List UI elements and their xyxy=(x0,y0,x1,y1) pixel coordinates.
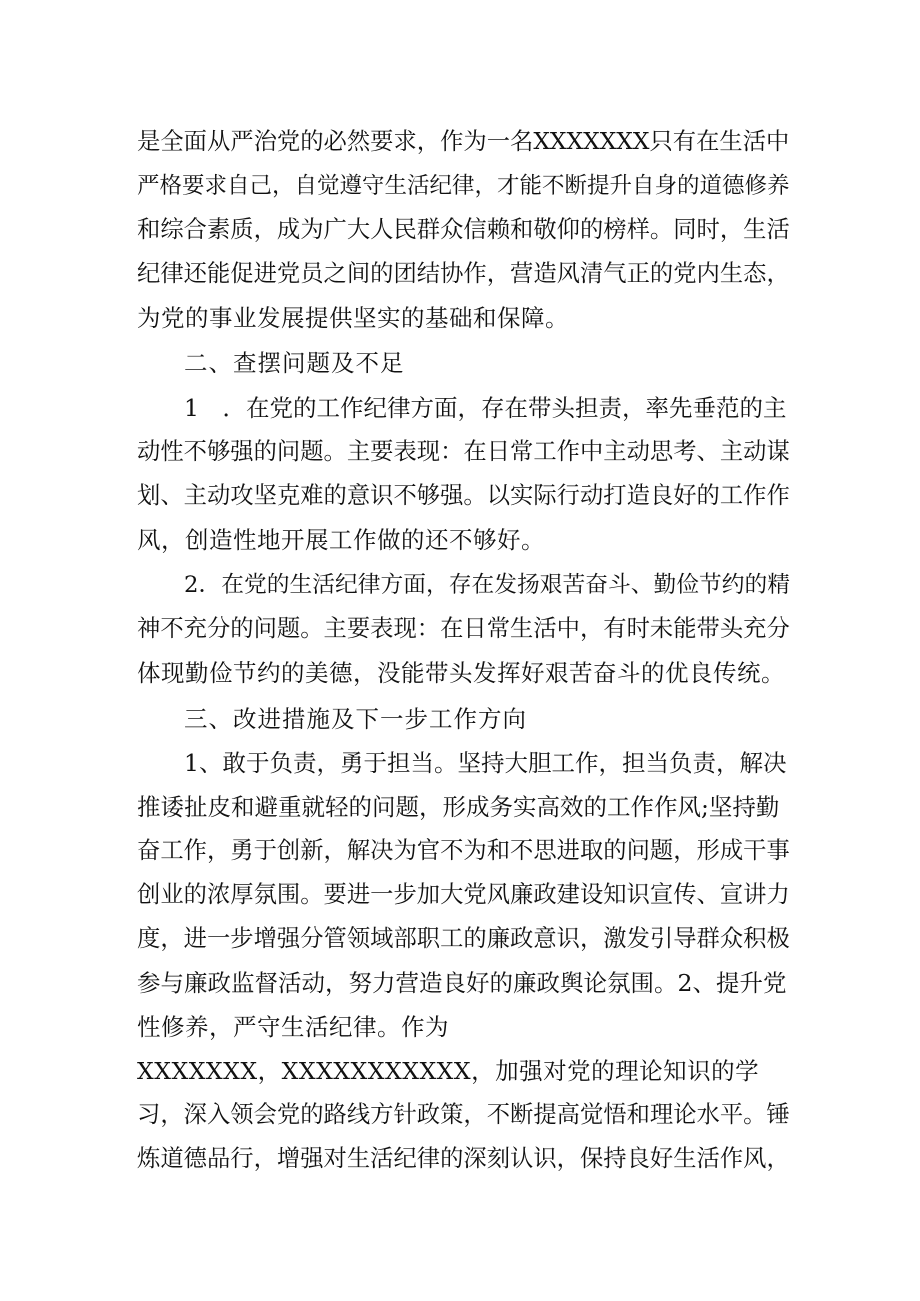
paragraph-line: 体现勤俭节约的美德，没能带头发挥好艰苦奋斗的优良传统。 xyxy=(137,659,785,687)
paragraph-line: 2．在党的生活纪律方面，存在发扬艰苦奋斗、勤俭节约的精 xyxy=(184,572,790,598)
paragraph-line: 划、主动攻坚克难的意识不够强。以实际行动打造良好的工作作 xyxy=(137,482,790,509)
paragraph-line: 严格要求自己，自觉遵守生活纪律，才能不断提升自身的道德修养 xyxy=(137,173,790,199)
paragraph-line: 奋工作，勇于创新，解决为官不为和不思进取的问题，形成干事 xyxy=(137,837,790,864)
paragraph-line: 参与廉政监督活动，努力营造良好的廉政舆论氛围。2、提升党 xyxy=(137,969,787,997)
paragraph-line: 动性不够强的问题。主要表现：在日常工作中主动思考、主动谋 xyxy=(137,438,790,465)
paragraph-line: 炼道德品行，增强对生活纪律的深刻认识，保持良好生活作风， xyxy=(137,1145,790,1172)
paragraph-line: 为党的事业发展提供坚实的基础和保障。 xyxy=(137,304,569,332)
paragraph-line: 习，深入领会党的路线方针政策，不断提高觉悟和理论水平。锤 xyxy=(137,1101,790,1128)
paragraph-line: XXXXXXX，XXXXXXXXXXX，加强对党的理论知识的学 xyxy=(137,1057,760,1085)
paragraph-line: 1、敢于负责，勇于担当。坚持大胆工作，担当负责，解决 xyxy=(184,749,787,777)
paragraph-line: 度，进一步增强分管领域部职工的廉政意识，激发引导群众积极 xyxy=(137,925,790,952)
section-heading-measures: 三、改进措施及下一步工作方向 xyxy=(184,705,527,733)
paragraph-line: 是全面从严治党的必然要求，作为一名XXXXXXX只有在生活中 xyxy=(137,128,790,155)
paragraph-line: 推诿扯皮和避重就轻的问题，形成务实高效的工作作风;坚持勤 xyxy=(137,793,780,821)
paragraph-line: 纪律还能促进党员之间的团结协作，营造风清气正的党内生态， xyxy=(137,260,790,287)
paragraph-line: 性修养，严守生活纪律。作为 xyxy=(137,1013,449,1041)
section-heading-problems: 二、查摆问题及不足 xyxy=(184,349,405,377)
paragraph-line: 风，创造性地开展工作做的还不够好。 xyxy=(137,526,545,554)
paragraph-line: 和综合素质，成为广大人民群众信赖和敬仰的榜样。同时，生活 xyxy=(137,216,790,243)
paragraph-line: 神不充分的问题。主要表现：在日常生活中，有时未能带头充分 xyxy=(137,615,790,642)
paragraph-line: 1 ．在党的工作纪律方面，存在带头担责，率先垂范的主 xyxy=(184,394,787,422)
paragraph-line: 创业的浓厚氛围。要进一步加大党风廉政建设知识宣传、宣讲力 xyxy=(137,881,790,908)
